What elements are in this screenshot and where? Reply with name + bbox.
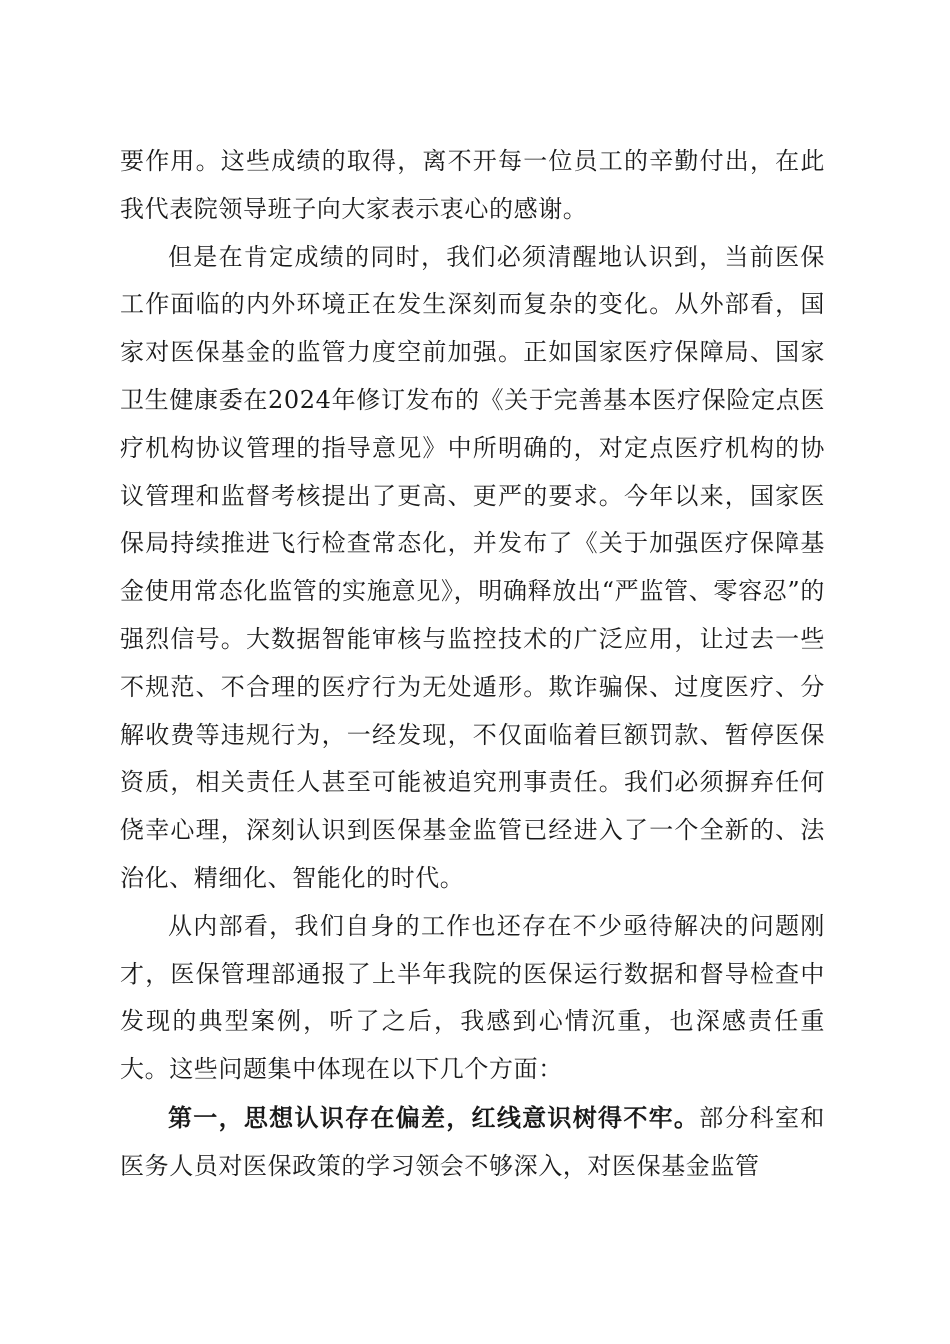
paragraph-1 <box>120 138 825 234</box>
paragraph-4-heading: 第一，思想认识存在偏差，红线意识树得不牢。 <box>168 1102 700 1132</box>
paragraph-3 <box>120 903 825 1094</box>
paragraph-2-text: 但是在肯定成绩的同时，我们必须清醒地认识到，当前医保工作面临的内外环境正在发生深刻而复杂的变化。从外部看，国家对医保基金的监管力度空前加强。正如国家医疗保障局、国家卫生健康委在2024年修订发布的《关于完善基本医疗保险定点医疗机构协议管理的指导意见》中所明确的，对定点医疗机构的协议管理和监督考核提出了更高、更严的要求。今年以来，国家医保局持续推进飞行检查常态化，并发布了《关于加强医疗保障基金使用常态化监管的实施意见》，明确释放出“严监管、零容忍”的强烈信号。大数据智能审核与监控技术的广泛应用，让过去一些不规范、不合理的医疗行为无处遁形。欺诈骗保、过度医疗、分解收费等违规行为，一经发现，不仅面临着巨额罚款、暂停医保资质，相关责任人甚至可能被追究刑事责任。我们必须摒弃任何侥幸心理，深刻认识到医保基金监管已经进入了一个全新的、法治化、精细化、智能化的时代。 <box>120 242 825 892</box>
paragraph-4-text: 部分科室和医务人员对医保政策的学习领会不够深入，对医保基金监管 <box>120 1103 826 1180</box>
paragraph-3-text: 从内部看，我们自身的工作也还存在不少亟待解决的问题刚才，医保管理部通报了上半年我院的医保运行数据和督导检查中发现的典型案例，听了之后，我感到心情沉重，也深感责任重大。这些问题集中体现在以下几个方面： <box>120 911 825 1084</box>
paragraph-1-text: 要作用。这些成绩的取得，离不开每一位员工的辛勤付出，在此我代表院领导班子向大家表示衷心的感谢。 <box>120 147 825 223</box>
paragraph-2 <box>120 234 825 903</box>
document-body <box>120 138 825 1191</box>
paragraph-4 <box>120 1094 825 1191</box>
